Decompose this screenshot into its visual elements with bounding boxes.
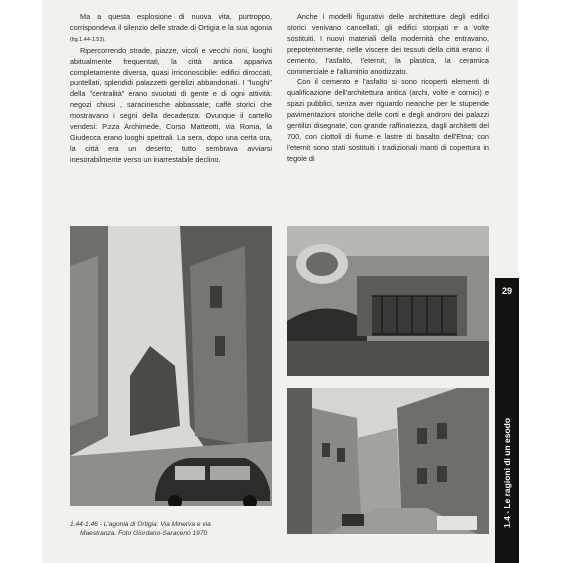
photo-narrow-street-image xyxy=(287,388,489,534)
left-paragraph-2: Ripercorrendo strade, piazze, vicoli e vecchi rioni, luoghi abitualmente frequentati, la città antica appariva completamente diversa, quasi irriconoscibile: edifici diroccati, puntellati, splendidi palazzetti gentilizi abbandonati. I "luoghi" della "centralità" erano svuotati di gente e di ogni attività: negozi chiusi , saracinesche abbassate; caffè storici che mostravano i segni della decadenza. Ovunque il cartello vendesi: P.zza Archimede, Corso Matteotti, via Roma, la Giudecca erano luoghi spettrali. La sera, dopo una certa ora, la città era un deserto; tutto sembrava avviarsi inesorabilmente verso un inarrestabile declino. xyxy=(70,45,272,164)
photo-caption xyxy=(70,520,280,538)
photo-balcony-image xyxy=(287,226,489,376)
figure-reference: (fig.1.44-1.53). xyxy=(70,36,106,43)
right-paragraph-1: Anche i modelli figurativi delle architetture degli edifici storici venivano cancellati, gli edifici storpiati e a volte sostituiti. I nuovi materiali della modernità che entravano, prepotentemente, nelle viscere dei tessuti della città erano: il cemento, l'asfalto, l'eternit, la plastica, la ceramica commerciale e l'alluminio anodizzato. xyxy=(287,12,489,76)
photo-via-maestranza xyxy=(287,388,489,534)
photo-via-minerva xyxy=(70,226,272,506)
left-paragraph-1: Ma a questa esplosione di nuova vita, purtroppo, corrispondeva il silenzio delle strade di Ortigia e la sua agonia (fig.1.44-1.53). xyxy=(70,12,272,43)
section-title: 1.4 - Le ragioni di un esodo xyxy=(502,417,512,529)
photo-street-car-image xyxy=(70,226,272,506)
chapter-side-tab xyxy=(495,278,519,563)
caption-line-2: Maestranza. Foto Giordano-Saraceno 1970 xyxy=(80,530,208,537)
photo-balcony xyxy=(287,226,489,376)
page-number: 29 xyxy=(501,286,512,296)
left-text-column xyxy=(70,12,272,166)
right-text-column xyxy=(287,12,489,165)
right-paragraph-2: Con il cemento e l'asfalto si sono ricoperti elementi di qualificazione dell'architettura antica (archi, volte e cornici) e spazi pubblici, senza aver riguardo neanche per le stupende pavimentazioni storiche delle corti e degli androni dei palazzi gentilizi disegnate, con grande raffinatezza, dagli architetti del 700, con ciottoli di fiume e lastre di basalto dell'Etna; con l'eternit sono stati sostituiti i tradizionali manti di copertura in tegole di xyxy=(287,77,489,163)
caption-line-1: 1.44-1.46 - L'agonia di Ortigia: Via Minerva e via xyxy=(70,521,211,528)
